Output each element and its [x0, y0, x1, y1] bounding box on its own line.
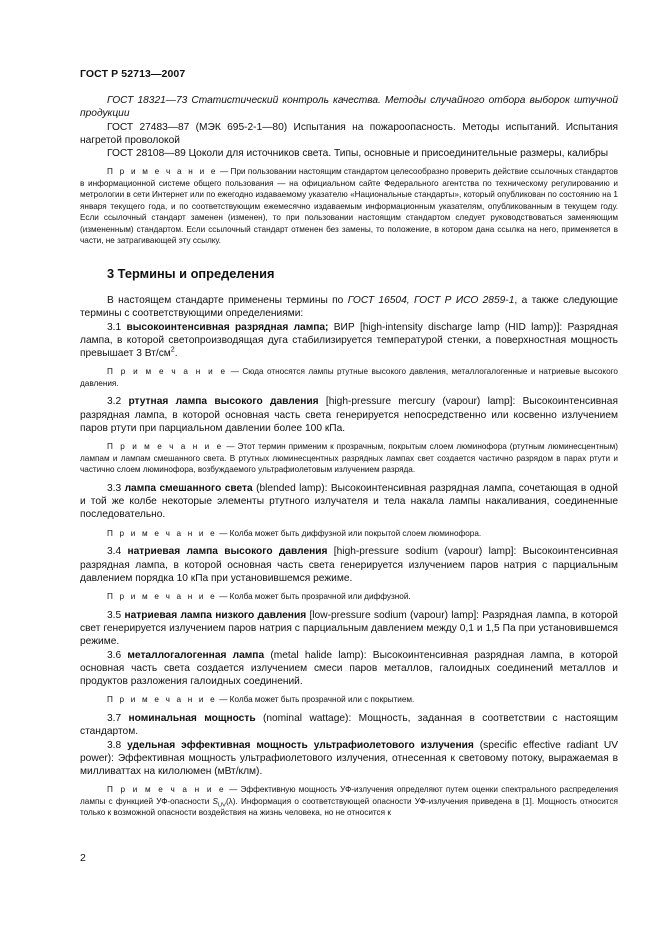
note-3-4: П р и м е ч а н и е — Колба может быть прозрачной или диффузной.: [107, 592, 411, 602]
ref-gost-27483: ГОСТ 27483—87 (МЭК 695-2-1—80) Испытания на пожароопасность. Методы испытаний. Испытания нагретой проволокой: [80, 121, 618, 146]
note-3-8: П р и м е ч а н и е — Эффективную мощность УФ-излучения определяют путем оценки спектрального распределения лампы с функцией УФ-опасности $S_{UV}(\lambda)$. Информация о соответствующей опасности УФ-излучения приведена в [1]. Мощность относится только к возможной опасности воздействия на жизнь человека, но не относится к: [80, 785, 619, 818]
page-number: 2: [80, 852, 86, 864]
page-header: ГОСТ Р 52713—2007: [80, 68, 186, 80]
section-title: 3 Термины и определения: [107, 265, 275, 281]
page-content: [80, 90, 618, 819]
note-3-3: П р и м е ч а н и е — Колба может быть диффузной или покрытой слоем люминофора.: [107, 528, 482, 538]
note-3-2: П р и м е ч а н и е — Этот термин применим к прозрачным, покрытым слоем люминофора (ртутным люминесцентным) лампам и лампам смешанного света. В ртутных люминесцентных разрядных лампах свет создается частично разрядом в парах ртути и частично слоем люминофора, возбуждаемого ультрафиолетовым излучением разряда.: [80, 442, 618, 475]
term-3-4: 3.4 натриевая лампа высокого давления [high-pressure sodium (vapour) lamp]: Высокоинтенсивная разрядная лампа, в которой основная часть света генерируется излучением паров натрия с парциальным давлением порядка 10 кПа при установившемся режиме.: [80, 546, 618, 584]
section-intro: В настоящем стандарте применены термины по ГОСТ 16504, ГОСТ Р ИСО 2859-1, а также следующие термины с соответствующими определениями:: [80, 294, 618, 320]
note-references: П р и м е ч а н и е — При пользовании настоящим стандартом целесообразно проверить действие ссылочных стандартов в информационной системе общего пользования — на официальном сайте Федерального агентства по техническому регулированию и метрологии в сети Интернет или по ежегодно издаваемому указателю «Национальные стандарты», который опубликован по состоянию на 1 января текущего года, и по соответствующим ежемесячно издаваемым информационным указателям, опубликованным в текущем году. Если ссылочный стандарт заменен (изменен), то при пользовании настоящим стандартом следует руководствоваться заменяющим (измененным) стандартом. Если ссылочный стандарт отменен без замены, то положение, в котором дана ссылка на него, применяется в части, не затрагивающей эту ссылку.: [80, 167, 618, 246]
term-3-1: 3.1 высокоинтенсивная разрядная лампа; ВИР [high-intensity discharge lamp (HID lamp)]: Разрядная лампа, в которой светопроизводящая дуга стабилизируется температурой стенки, а поверхностная мощность превышает 3 $Вт/см^2$.: [80, 321, 619, 360]
term-3-3: 3.3 лампа смешанного света (blended lamp): Высокоинтенсивная разрядная лампа, сочетающая в одной и той же колбе некоторые элементы ртутного излучателя и тела накала лампы накаливания, соединенные последовательно.: [80, 482, 618, 521]
term-3-5: 3.5 натриевая лампа низкого давления [low-pressure sodium (vapour) lamp]: Разрядная лампа, в которой свет генерируется излучением паров натрия с парциальным давлением между 0,1 и 1,5 Па при установившемся режиме.: [80, 609, 618, 648]
term-3-7: 3.7 номинальная мощность (nominal wattage): Мощность, заданная в соответствии с настоящим стандартом.: [80, 712, 618, 738]
note-3-1: П р и м е ч а н и е — Сюда относятся лампы ртутные высокого давления, металлогалогенные и натриевые высокого давления.: [80, 367, 618, 388]
term-3-2: 3.2 ртутная лампа высокого давления [high-pressure mercury (vapour) lamp]: Высокоинтенсивная разрядная лампа, в которой основная часть света генерируется непосредственно или косвенно излучением паров ртути при парциальном давлении более 100 кПа.: [80, 396, 618, 435]
term-3-8: 3.8 удельная эффективная мощность ультрафиолетового излучения (specific effective radiant UV power): Эффективная мощность ультрафиолетового излучения, отнесенная к световому потоку, выражаемая в милливаттах на килолюмен (мВт/клм).: [80, 739, 618, 778]
note-3-6: П р и м е ч а н и е — Колба может быть прозрачной или с покрытием.: [107, 695, 415, 705]
term-3-6: 3.6 металлогалогенная лампа (metal halide lamp): Высокоинтенсивная разрядная лампа, в которой основная часть света создается излучением смеси паров металлов, галоидных соединений металлов и продуктов разложения галоидных соединений.: [80, 649, 619, 688]
ref-gost-28108: ГОСТ 28108—89 Цоколи для источников света. Типы, основные и присоединительные размеры, калибры: [107, 148, 609, 160]
ref-gost-18321: ГОСТ 18321—73 Статистический контроль качества. Методы случайного отбора выборок штучной продукции: [80, 95, 618, 120]
